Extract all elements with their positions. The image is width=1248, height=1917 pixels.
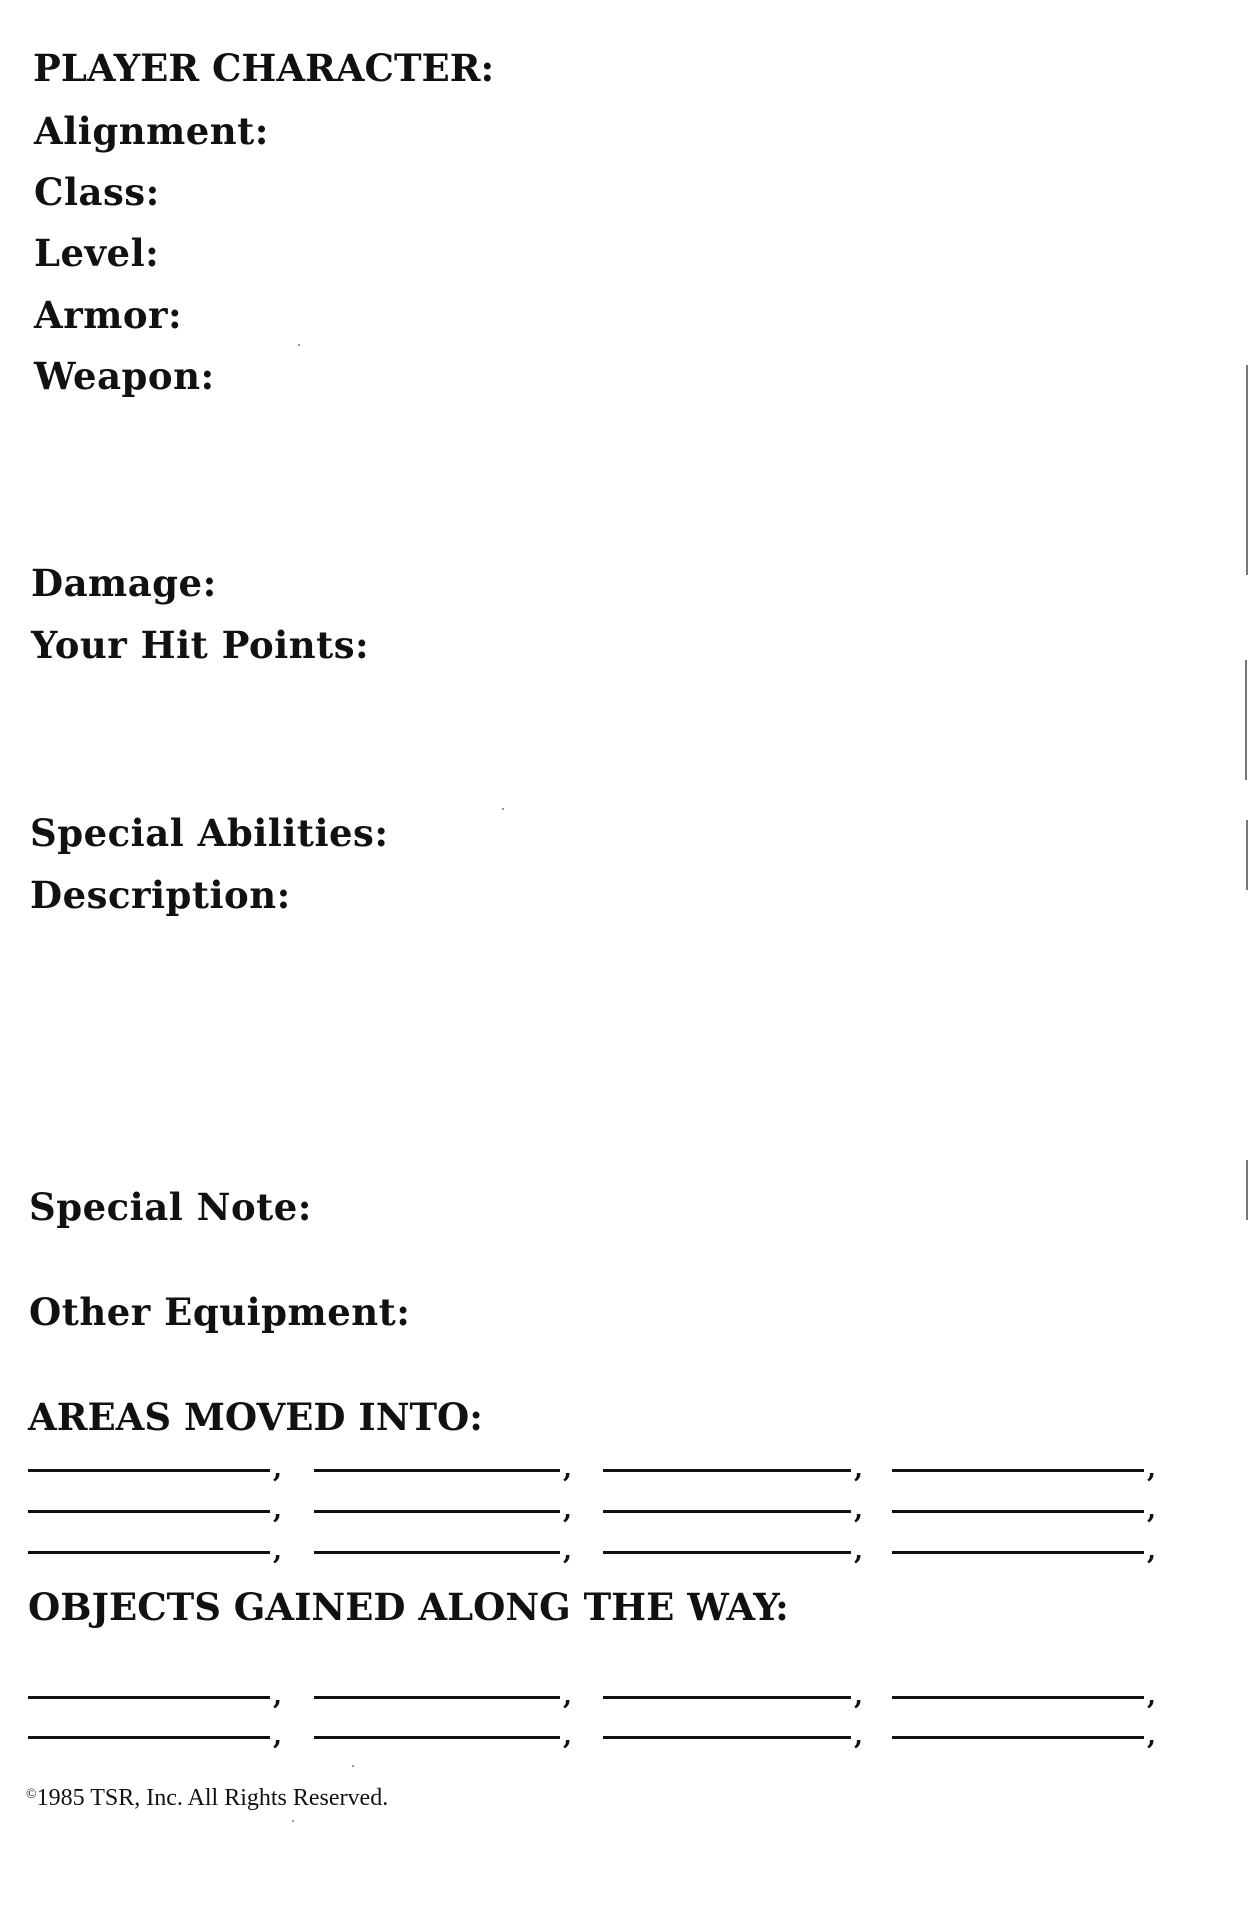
blank-underline [892, 1736, 1144, 1739]
blank-separator: , [854, 1721, 864, 1751]
blank-underline [892, 1510, 1144, 1513]
areas-moved-into-blank[interactable] [603, 1454, 865, 1484]
weapon-label: Weapon: [34, 354, 215, 398]
objects-gained-row [28, 1721, 1158, 1751]
level-label: Level: [34, 231, 160, 275]
class-label: Class: [34, 170, 160, 214]
blank-underline [314, 1551, 560, 1554]
areas-moved-into-blank[interactable] [28, 1454, 284, 1484]
blank-underline [892, 1469, 1144, 1472]
objects-gained-blank[interactable] [892, 1721, 1158, 1751]
blank-separator: , [273, 1454, 283, 1484]
copyright-symbol: © [26, 1787, 37, 1802]
copyright-notice [26, 1786, 388, 1810]
areas-moved-into-blank[interactable] [28, 1536, 284, 1566]
scan-speck [352, 1765, 354, 1767]
other-equipment-label: Other Equipment: [29, 1290, 411, 1334]
hit-points-label: Your Hit Points: [31, 623, 370, 667]
scan-speck [502, 808, 504, 810]
armor-label: Armor: [34, 293, 183, 337]
blank-separator: , [1147, 1495, 1157, 1525]
blank-separator: , [563, 1536, 573, 1566]
areas-moved-into-blank[interactable] [892, 1536, 1158, 1566]
blank-separator: , [563, 1495, 573, 1525]
sheet-title: PLAYER CHARACTER: [33, 46, 495, 90]
blank-underline [892, 1551, 1144, 1554]
areas-moved-into-blank[interactable] [892, 1495, 1158, 1525]
blank-separator: , [1147, 1454, 1157, 1484]
copyright-text: 1985 TSR, Inc. All Rights Reserved. [36, 1785, 389, 1811]
areas-moved-into-blank[interactable] [314, 1454, 574, 1484]
blank-separator: , [854, 1454, 864, 1484]
blank-underline [28, 1469, 270, 1472]
objects-gained-row [28, 1681, 1158, 1711]
objects-gained-blank[interactable] [603, 1681, 865, 1711]
objects-gained-heading: OBJECTS GAINED ALONG THE WAY: [28, 1585, 789, 1629]
blank-separator: , [563, 1681, 573, 1711]
areas-moved-into-blank[interactable] [314, 1536, 574, 1566]
blank-underline [28, 1510, 270, 1513]
blank-underline [892, 1696, 1144, 1699]
description-label: Description: [30, 873, 291, 917]
objects-gained-blank[interactable] [28, 1721, 284, 1751]
blank-underline [603, 1736, 851, 1739]
objects-gained-blank[interactable] [314, 1721, 574, 1751]
special-abilities-label: Special Abilities: [30, 811, 389, 855]
areas-moved-into-blank[interactable] [603, 1536, 865, 1566]
blank-underline [28, 1696, 270, 1699]
blank-underline [314, 1469, 560, 1472]
objects-gained-blank[interactable] [314, 1681, 574, 1711]
blank-separator: , [273, 1681, 283, 1711]
blank-underline [28, 1736, 270, 1739]
blank-separator: , [1147, 1721, 1157, 1751]
areas-moved-into-blank[interactable] [28, 1495, 284, 1525]
blank-separator: , [273, 1721, 283, 1751]
damage-label: Damage: [31, 561, 217, 605]
blank-underline [603, 1469, 851, 1472]
areas-moved-into-blank[interactable] [314, 1495, 574, 1525]
objects-gained-blank[interactable] [28, 1681, 284, 1711]
blank-separator: , [563, 1721, 573, 1751]
scan-edge-mark [1245, 660, 1247, 780]
objects-gained-blank[interactable] [603, 1721, 865, 1751]
areas-moved-into-blank[interactable] [892, 1454, 1158, 1484]
areas-moved-into-heading: AREAS MOVED INTO: [28, 1395, 483, 1439]
blank-underline [314, 1510, 560, 1513]
blank-underline [603, 1551, 851, 1554]
blank-separator: , [854, 1495, 864, 1525]
blank-underline [28, 1551, 270, 1554]
alignment-label: Alignment: [34, 109, 269, 153]
blank-underline [603, 1510, 851, 1513]
areas-moved-into-row [28, 1454, 1158, 1484]
blank-separator: , [273, 1495, 283, 1525]
blank-underline [603, 1696, 851, 1699]
blank-separator: , [273, 1536, 283, 1566]
objects-gained-blank[interactable] [892, 1681, 1158, 1711]
scan-speck [292, 1820, 294, 1822]
areas-moved-into-blank[interactable] [603, 1495, 865, 1525]
areas-moved-into-row [28, 1495, 1158, 1525]
blank-separator: , [1147, 1681, 1157, 1711]
areas-moved-into-row [28, 1536, 1158, 1566]
blank-underline [314, 1696, 560, 1699]
blank-separator: , [1147, 1536, 1157, 1566]
blank-underline [314, 1736, 560, 1739]
blank-separator: , [854, 1681, 864, 1711]
blank-separator: , [854, 1536, 864, 1566]
scan-speck [298, 344, 300, 346]
special-note-label: Special Note: [29, 1185, 312, 1229]
blank-separator: , [563, 1454, 573, 1484]
